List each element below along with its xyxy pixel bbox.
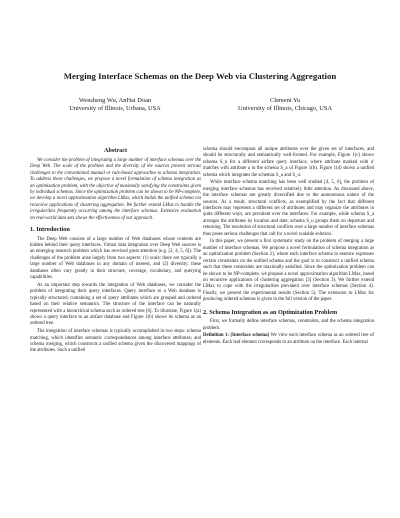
author-affiliation: University of Illinois, Urbana, USA	[69, 105, 161, 112]
definition-paragraph	[203, 333, 374, 346]
body-paragraph: The integration of interface schemas is typically accomplished in two steps: schema matching, which identifies semantic correspondences among interface attributes; and schema merging, which constructs a unified schema given the discovered mappings of the attributes. Such a unified	[30, 329, 201, 354]
author-group-2	[200, 97, 370, 113]
abstract-text: We consider the problem of integrating a large number of interface schemas over the Deep Web. The scale of the problem and the diversity of the sources present serious challenges to the conventional manual or rule-based approaches to schema integration. To address these challenges, we propose a novel formulation of schema integration as an optimization problem, with the objective of maximally satisfying the constraints given by individual schemas. Since the optimization problem can be shown to be NP-complete, we develop a novel approximation algorithm LMax, which builds the unified schema via recursive applications of clustering aggregation. We further extend LMax to handle the irregularities frequently occurring among the interface schemas. Extensive evaluation on real-world data sets shows the effectiveness of our approach.	[30, 158, 201, 221]
section-heading-optimization: 2. Schema Integration as an Optimization Problem	[203, 308, 338, 316]
body-paragraph: First, we formally define interface schemas, constraints, and the schema integration problem.	[203, 319, 374, 331]
section-heading-introduction: 1. Introduction	[30, 226, 70, 234]
author-names: Clement Yu	[269, 97, 301, 104]
body-paragraph: While interface schema matching has been well studied [4, 5, 6], the problem of merging interface schemas has received relatively little attention. As discussed above, the interface schemas are greatly diversified due to the autonomous nature of the sources. As a result, structural conflicts, as exemplified by the fact that different interfaces may represent a different set of attributes and may organize the attributes in quite different ways, are prevalent over the interfaces. For example, while schema S_a arranges the attributes by location and date, schema S_u groups them on departure and returning. The resolution of structural conflicts over a large number of interface schemas thus poses serious challenges that call for a novel scalable solution.	[203, 180, 374, 237]
abstract-heading: Abstract	[103, 147, 128, 154]
author-names: Wensheng Wu, AnHai Doan	[78, 97, 152, 104]
author-block	[30, 97, 370, 113]
body-paragraph: The Deep Web consists of a large number of Web databases whose contents are hidden behind their query interfaces. Virtual data integration over Deep Web sources is an emerging research problem which has received great attention (e.g. [2, 4, 5, 6]). The challenges of the problem arise largely from two aspects: (1) scale: there are typically a large number of Web databases in any domain of interest, and (2) diversity: these databases often vary greatly in their structure, coverage, vocabulary, and querying capabilities.	[30, 236, 201, 281]
author-affiliation: University of Illinois, Chicago, USA	[237, 105, 333, 112]
author-group-1	[30, 97, 200, 113]
body-paragraph: As an important step towards the integration of Web databases, we consider the problem of integrating their query interfaces. Query interface to a Web database is typically structured, containing a set of query attributes which are grouped and ordered based on their relative semantics. The structure of the interface can be naturally represented with a hierarchical schema such as ordered tree [6]. To illustrate, Figure 1(a) shows a query interface to an airfare database and Figure 1(b) shows its schema as an ordered tree.	[30, 282, 201, 327]
left-column	[30, 147, 201, 356]
definition-label: Definition 1: (Interface schema)	[203, 333, 270, 339]
paper-title: Merging Interface Schemas on the Deep Web via Clustering Aggregation	[63, 71, 337, 81]
body-paragraph: schema should encompass all unique attributes over the given set of interfaces, and should be structurally and semantically well-formed. For example, Figure 1(c) shows schema S_u for a different airfare query interface, where attribute marked with a′ matches with attribute a in the schema S_a of Figure 1(b). Figure 1(d) shows a unified schema which integrates the schemas S_a and S_u.	[203, 147, 374, 178]
definition-text: We view each interface schema as an ordered tree of elements. Each leaf element corresponds to an attribute on the interface. Each internal	[203, 333, 374, 345]
abstract	[30, 158, 201, 222]
body-paragraph: In this paper, we present a first systematic study on the problem of merging a large number of interface schemas. We propose a novel formulation of schema integration as an optimization problem (Section 2), where each interface schema in essence expresses certain constraints on the unified schema and the goal is to construct a unified schema such that these constraints are maximally satisfied. Since the optimization problem can be shown to be NP-complete, we propose a novel approximation algorithm LMax, based on recursive applications of clustering aggregation [3] (Section 3). We further extend LMax to cope with the irregularities prevalent over interface schemas (Section 4). Finally, we present the experimental results (Section 5). The extension to LMax for producing ordered schemas is given in the full version of the paper.	[203, 239, 374, 303]
right-column	[203, 147, 374, 348]
